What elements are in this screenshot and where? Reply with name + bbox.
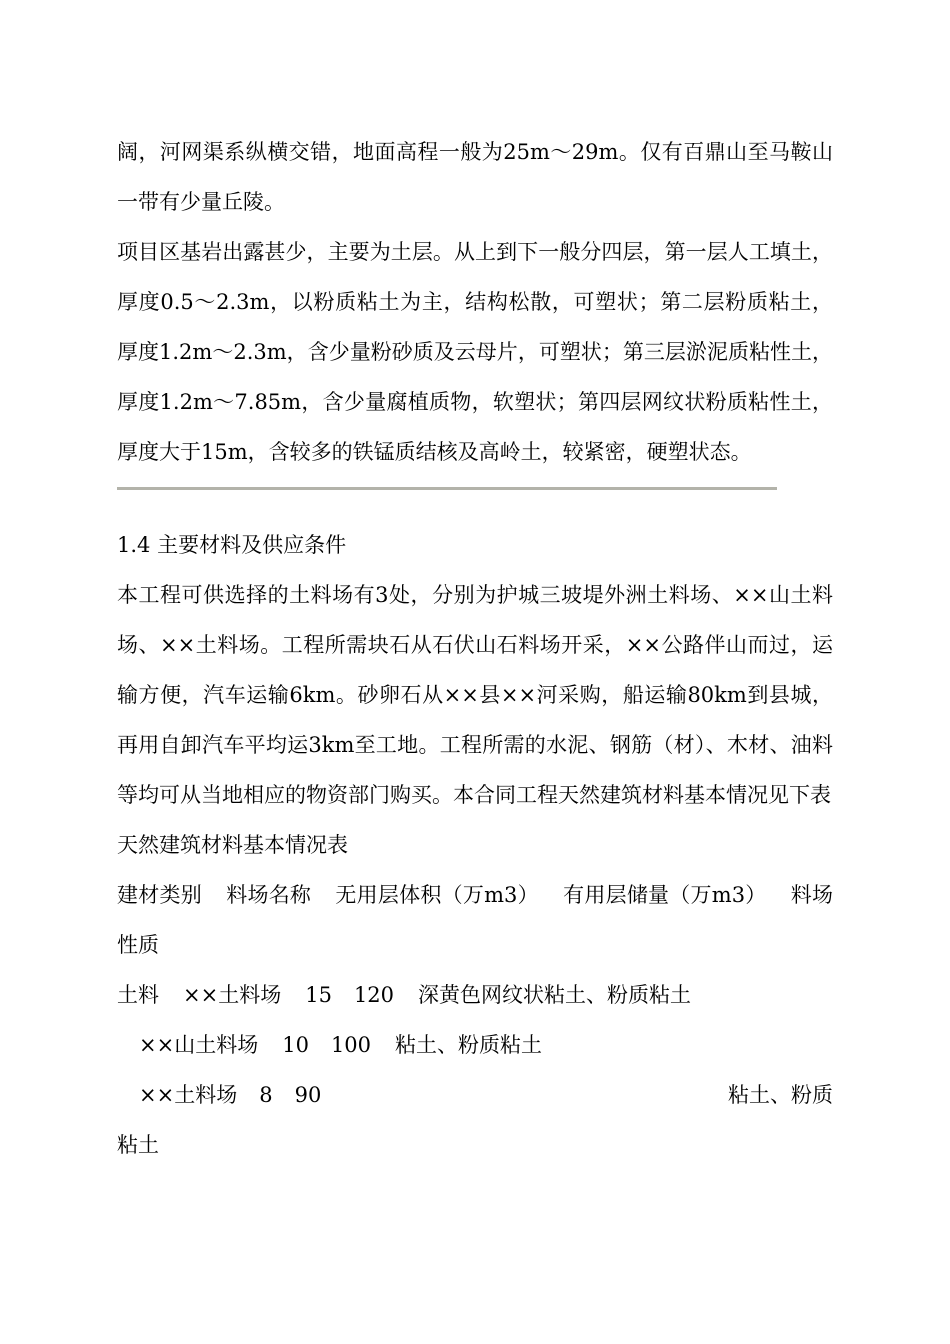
table-row bbox=[117, 1020, 833, 1070]
paragraph-terrain: 阔，河网渠系纵横交错，地面高程一般为25m～29m。仅有百鼎山至马鞍山一带有少量丘陵。 bbox=[117, 140, 833, 214]
cell-useful: 90 bbox=[294, 1083, 322, 1107]
paragraph-geology: 项目区基岩出露甚少，主要为土层。从上到下一般分四层，第一层人工填土，厚度0.5～2.3m，以粉质粘土为主，结构松散，可塑状；第二层粉质粘土，厚度1.2m～2.3m，含少量粉砂质及云母片，可塑状；第三层淤泥质粘性土，厚度1.2m～7.85m，含少量腐植质物，软塑状；第四层网纹状粉质粘性土，厚度大于15m，含较多的铁锰质结核及高岭土，较紧密，硬塑状态。 bbox=[117, 240, 833, 464]
cell-useful: 120 bbox=[353, 983, 395, 1007]
table-title: 天然建筑材料基本情况表 bbox=[117, 833, 348, 857]
table-row bbox=[117, 1070, 833, 1120]
cell-site: ××山土料场 bbox=[139, 1033, 259, 1057]
cell-waste: 8 bbox=[259, 1083, 273, 1107]
cell-category: 土料 bbox=[117, 983, 159, 1007]
table-header-row bbox=[117, 870, 833, 970]
section-heading: 1.4 主要材料及供应条件 bbox=[117, 533, 347, 557]
cell-waste: 10 bbox=[282, 1033, 309, 1057]
header-useful-reserve: 有用层储量（万m3） bbox=[562, 883, 767, 907]
cell-site: ××土料场 bbox=[139, 1083, 238, 1107]
cell-nature: 深黄色网纹状粘土、粉质粘土 bbox=[418, 983, 692, 1007]
paragraph-materials: 本工程可供选择的土料场有3处，分别为护城三坡堤外洲土料场、××山土料场、××土料场。工程所需块石从石伏山石料场开采，××公路伴山而过，运输方便，汽车运输6km。砂卵石从××县××河采购，船运输80km到县城，再用自卸汽车平均运3km至工地。工程所需的水泥、钢筋（材）、木材、油料等均可从当地相应的物资部门购买。本合同工程天然建筑材料基本情况见下表 bbox=[117, 583, 833, 807]
cell-waste: 15 bbox=[305, 983, 332, 1007]
header-site: 料场名称 bbox=[225, 883, 312, 907]
section-divider bbox=[117, 487, 777, 490]
cell-useful: 100 bbox=[330, 1033, 372, 1057]
header-nature: 料场性质 bbox=[117, 883, 834, 957]
cell-nature: 粘土、粉质 bbox=[728, 1083, 833, 1107]
cell-nature: 粘土、粉质粘土 bbox=[395, 1033, 543, 1057]
header-waste-volume: 无用层体积（万m3） bbox=[335, 883, 539, 907]
document-page bbox=[117, 127, 833, 1170]
table-row-continuation: 粘土 bbox=[117, 1133, 159, 1157]
header-category: 建材类别 bbox=[117, 883, 202, 907]
table-row bbox=[117, 970, 833, 1020]
cell-site: ××土料场 bbox=[183, 983, 282, 1007]
